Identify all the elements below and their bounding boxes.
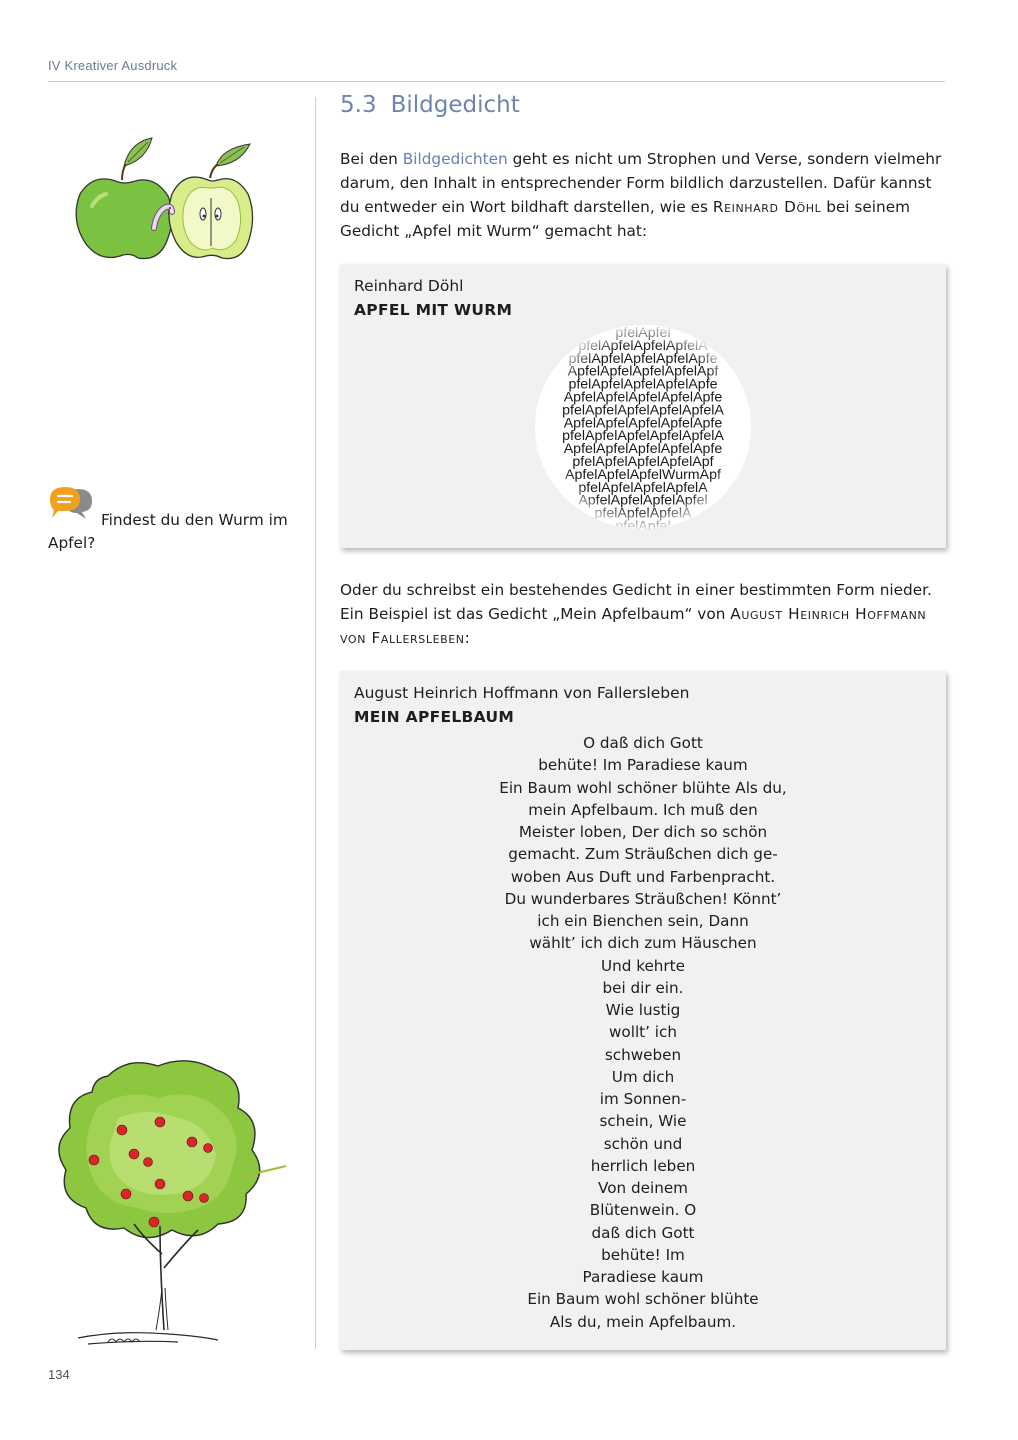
poem-line: O daß dich Gott	[583, 734, 703, 752]
poem-line: Paradiese kaum	[582, 1268, 704, 1286]
poem-line: behüte! Im Paradiese kaum	[538, 756, 748, 775]
poem-line: behüte! Im	[601, 1245, 685, 1264]
poem-line: herrlich leben	[590, 1156, 696, 1175]
tree-shaped-poem	[340, 732, 946, 1333]
poem-line: schein, Wie	[599, 1112, 687, 1131]
poem-line: Meister loben, Der dich so schön	[518, 823, 768, 841]
author-name: Reinhard Döhl	[712, 198, 822, 216]
intro-text-1: Bei den	[340, 150, 403, 168]
poem-line: woben Aus Duft und Farbenpracht.	[510, 867, 776, 886]
poem-line: Als du, mein Apfelbaum.	[549, 1312, 737, 1331]
poem-line: wählt’ ich dich zum Häuschen	[529, 934, 757, 953]
running-head: IV Kreativer Ausdruck	[48, 58, 178, 73]
poem-line: ich ein Bienchen sein, Dann	[537, 912, 749, 930]
sidebar-question-text: Findest du den Wurm im Apfel?	[48, 511, 288, 552]
poem-line: schweben	[604, 1045, 682, 1064]
poem-author: August Heinrich Hoffmann von Fallersleben	[354, 684, 690, 702]
intro-paragraph	[340, 147, 946, 243]
intro2-text-2: :	[464, 629, 470, 647]
author-name-2: August Heinrich Hoffmann von Fallersleben	[340, 605, 927, 647]
intro2-text-1: Oder du schreibst ein bestehendes Gedicht in einer bestimmten Form nieder. Ein Beispiel ist das Gedicht „Mein Apfelbaum“ von	[340, 581, 932, 623]
poem-line: Blütenwein. O	[589, 1201, 697, 1220]
poem-line: bei dir ein.	[602, 978, 684, 997]
poem-box-apfel-mit-wurm	[340, 264, 946, 548]
section-title-text: Bildgedicht	[390, 92, 520, 118]
poem-line: daß dich Gott	[591, 1223, 695, 1242]
poem-box-mein-apfelbaum	[340, 671, 946, 1350]
intro-text-3: bei seinem Gedicht „Apfel mit Wurm“ gemacht hat:	[340, 198, 911, 240]
intro-text-2: geht es nicht um Strophen und Verse, sondern vielmehr darum, den Inhalt in entsprechender Form bildlich darzustellen. Dafür kannst du entweder ein Wort bildhaft darstellen, wie es	[340, 150, 942, 216]
poem-line: gemacht. Zum Sträußchen dich ge-	[508, 845, 778, 864]
apple-tree-illustration	[48, 1058, 290, 1350]
speech-bubble-icon	[48, 485, 94, 527]
poem-title: MEIN APFELBAUM	[354, 708, 515, 726]
poem-line: im Sonnen-	[599, 1090, 687, 1108]
poem-line: Ein Baum wohl schöner blühte Als du,	[499, 778, 787, 797]
poem-line: schön und	[603, 1134, 683, 1153]
poem-title: APFEL MIT WURM	[354, 301, 513, 319]
section-title	[340, 92, 520, 118]
page-number: 134	[48, 1367, 70, 1382]
apples-illustration	[72, 136, 258, 266]
second-paragraph	[340, 578, 946, 650]
column-rule	[315, 97, 316, 1349]
poem-line: Von deinem	[598, 1179, 688, 1197]
poem-author: Reinhard Döhl	[354, 277, 464, 295]
section-number: 5.3	[340, 92, 377, 118]
poem-line: Du wunderbares Sträußchen! Könnt’	[504, 889, 782, 908]
poem-line: Und kehrte	[601, 956, 685, 975]
glossary-term-bildgedichten: Bildgedichten	[402, 150, 508, 168]
poem-line: Ein Baum wohl schöner blühte	[527, 1290, 759, 1309]
header-rule	[48, 81, 945, 82]
poem-line: Um dich	[611, 1067, 675, 1086]
poem-line: wollt’ ich	[609, 1023, 677, 1042]
apple-word-poem	[532, 324, 754, 530]
poem-line: mein Apfelbaum. Ich muß den	[528, 800, 758, 819]
poem-line: Wie lustig	[605, 1001, 681, 1019]
